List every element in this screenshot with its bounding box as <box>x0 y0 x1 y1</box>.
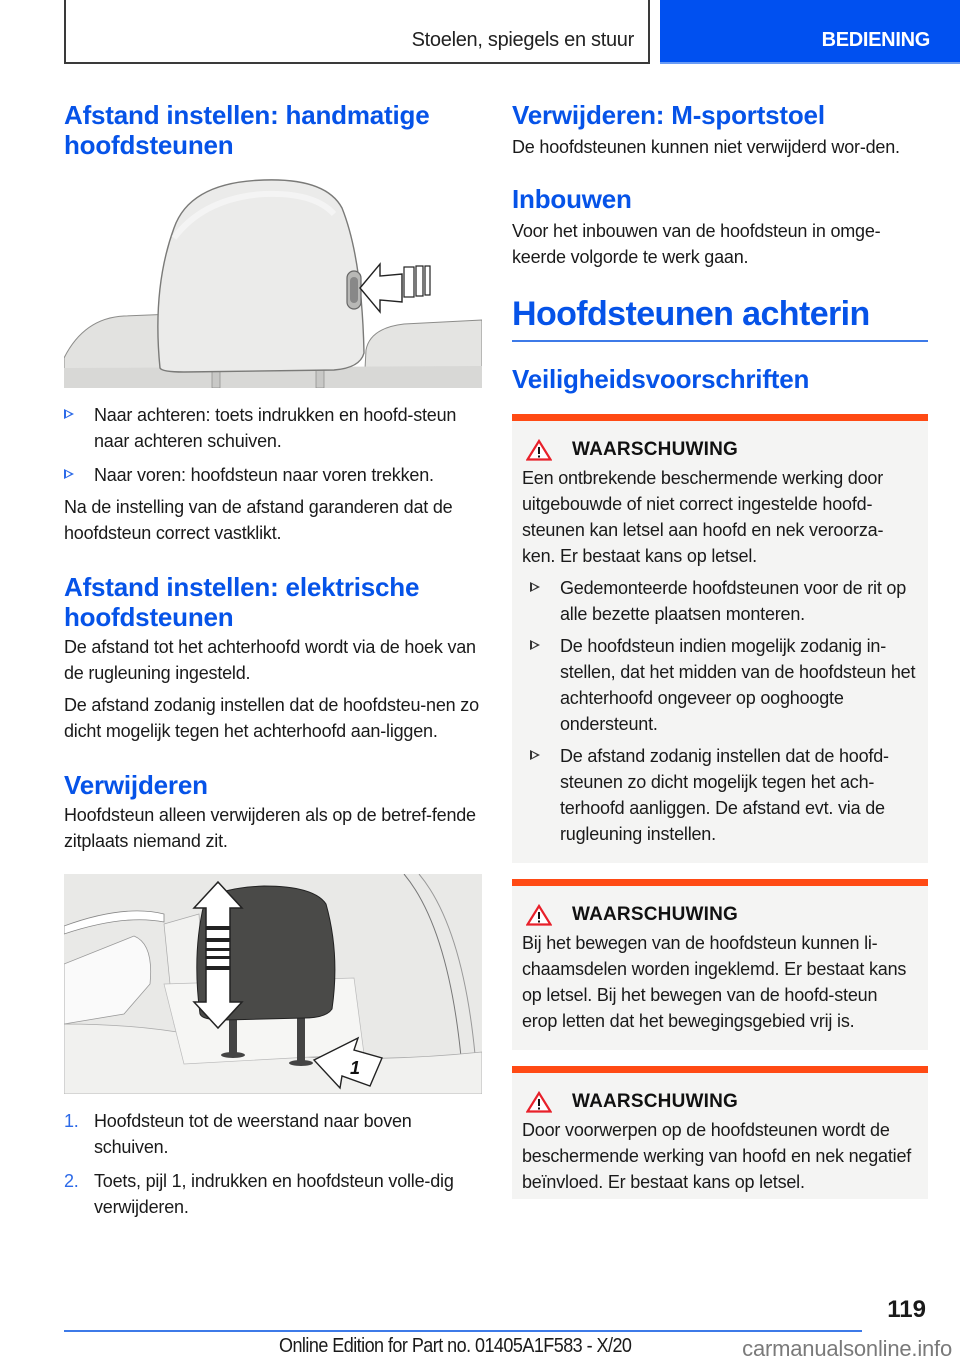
step-item: 2. Toets, pijl 1, indrukken en hoofdsteun volle-dig verwijderen. <box>64 1171 454 1217</box>
section-title-manual-distance: Afstand instellen: handmatige hoofdsteunen <box>64 100 430 160</box>
warning-text: Door voorwerpen op de hoofdsteunen wordt de beschermende werking van hoofd en nek negatief beïnvloed. Er bestaat kans op letsel. <box>522 1120 912 1192</box>
figure-manual-headrest <box>64 178 482 388</box>
electric-distance-p2: De afstand zodanig instellen dat de hoofdsteu-nen zo dicht mogelijk tegen het achterhoofd aan-liggen. <box>64 695 479 741</box>
header-section-label: BEDIENING <box>821 29 930 51</box>
warning-triangle-icon <box>526 439 552 461</box>
warning-triangle-icon <box>526 1091 552 1113</box>
section-title-install: Inbouwen <box>512 184 632 214</box>
warning-box-2 <box>512 879 928 1050</box>
section-title-remove: Verwijderen <box>64 770 208 800</box>
install-p1: Voor het inbouwen van de hoofdsteun in omge-keerde volgorde te werk gaan. <box>512 221 881 267</box>
triangle-bullet-icon <box>530 750 540 760</box>
warning-text: Een ontbrekende beschermende werking door uitgebouwde of niet correct ingestelde hoofd-steunen kan letsel aan hoofd en nek veroorza-ken. Er bestaat kans op letsel. <box>522 468 884 566</box>
left-column <box>64 100 482 1220</box>
section-title-safety: Veiligheidsvoorschriften <box>512 364 810 394</box>
m-sport-seat-p1: De hoofdsteunen kunnen niet verwijderd wor-den. <box>512 137 900 157</box>
triangle-bullet-icon <box>530 582 540 592</box>
manual-distance-bullets <box>64 402 482 488</box>
footer-edition: Online Edition for Part no. 01405A1F583 - X/20 <box>279 1335 632 1357</box>
warning-bullets <box>522 575 916 847</box>
footer-watermark[interactable]: carmanualsonline.info <box>742 1336 952 1361</box>
list-item: Naar achteren: toets indrukken en hoofd-steun naar achteren schuiven. <box>64 402 482 454</box>
footer-divider <box>64 1330 862 1332</box>
warning-text: Bij het bewegen van de hoofdsteun kunnen li-chaamsdelen worden ingeklemd. Er bestaat kans op letsel. Bij het bewegen van de hoofd-steun erop letten dat het bewegingsgebied vrij is. <box>522 933 907 1031</box>
figure-remove-headrest <box>64 874 482 1094</box>
header-chapter-title: Stoelen, spiegels en stuur <box>411 29 634 51</box>
section-title-electric-distance: Afstand instellen: elektrische hoofdsteunen <box>64 572 420 632</box>
section-title-m-sport-seat: Verwijderen: M-sportstoel <box>512 100 825 130</box>
warning-box-3 <box>512 1066 928 1199</box>
list-item: Naar voren: hoofdsteun naar voren trekken. <box>64 462 482 488</box>
triangle-bullet-icon <box>64 469 74 479</box>
list-item: Gedemonteerde hoofdsteunen voor de rit op alle bezette plaatsen monteren. <box>530 575 916 627</box>
remove-steps <box>64 1108 482 1220</box>
page-number: 119 <box>887 1296 926 1323</box>
triangle-bullet-icon <box>64 409 74 419</box>
warning-title: WAARSCHUWING <box>572 439 738 460</box>
warning-box-1 <box>512 414 928 863</box>
step-item: 1. Hoofdsteun tot de weerstand naar boven schuiven. <box>64 1111 412 1157</box>
remove-p1: Hoofdsteun alleen verwijderen als op de betref-fende zitplaats niemand zit. <box>64 805 476 851</box>
list-item: De afstand zodanig instellen dat de hoofd-steunen zo dicht mogelijk tegen het ach-terhoofd aanliggen. De afstand evt. via de rugleuning instellen. <box>530 743 916 847</box>
warning-title: WAARSCHUWING <box>572 1091 738 1112</box>
right-column <box>512 100 928 1199</box>
warning-triangle-icon <box>526 904 552 926</box>
svg-text:1: 1 <box>350 1058 361 1078</box>
manual-distance-note: Na de instelling van de afstand garanderen dat de hoofdsteun correct vastklikt. <box>64 497 453 543</box>
warning-title: WAARSCHUWING <box>572 904 738 925</box>
header-section-tab[interactable] <box>660 0 960 64</box>
headrest-illustration-icon <box>64 178 482 388</box>
electric-distance-p1: De afstand tot het achterhoofd wordt via de hoek van de rugleuning ingesteld. <box>64 637 476 683</box>
triangle-bullet-icon <box>530 640 540 650</box>
list-item: De hoofdsteun indien mogelijk zodanig in-stellen, dat het midden van de hoofdsteun het achterhoofd ongeveer op ooghoogte ondersteunt. <box>530 633 916 737</box>
chapter-title-rear-headrests: Hoofdsteunen achterin <box>512 294 928 342</box>
header-chapter-box <box>64 0 650 64</box>
